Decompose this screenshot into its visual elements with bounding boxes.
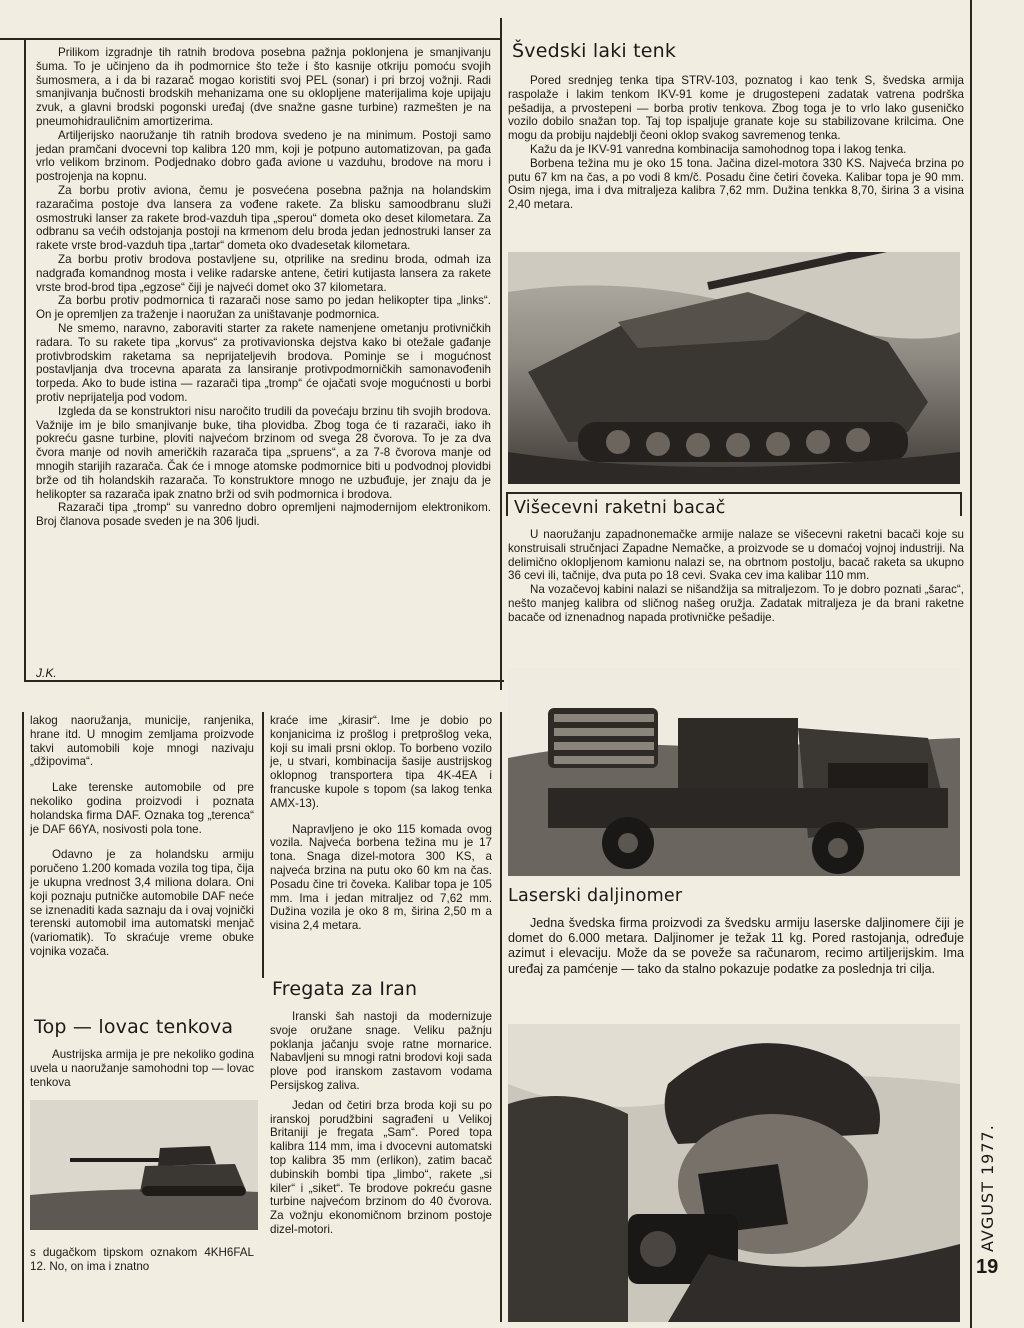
bottom-right-divider-rule <box>500 712 502 1322</box>
visecevni-title: Višecevni raketni bacač <box>514 498 726 518</box>
warship-paragraph: Ne smemo, naravno, zaboraviti starter za rakete namenjene ometanju protivničkih radara. To su rakete tipa „korvus“ za protivavionska dejstva kako bi otežale gađanje protivbrodskim raketama sa neprijateljevih brodova. Pominje se i mogućnost postavljanja dva trocevna aparata za lansiranje protivpodmorničkih samonavođenih torpeda. Ako to bude istina — razarači tipa „tromp“ će ojačati svoje mogućnosti u borbi protiv neprijatelja pod vodom. <box>36 321 491 404</box>
visecevni-article <box>508 528 964 625</box>
svedski-article <box>508 74 964 212</box>
daf-paragraph: Odavno je za holandsku armiju poručeno 1.200 komada vozila tog tipa, čija je ukupna vrednost 3,4 miliona dolara. Oni koji poznaju putničke automobile DAF neće se iznenaditi kada saznaju da i ovaj vojnički terenski automobil ima automatski menjač (variomatik). To skraćuje vreme obuke vojnika vozača. <box>30 848 254 958</box>
bottom-mid-column-rule <box>262 712 264 978</box>
warship-paragraph: Razarači tipa „tromp“ su vanredno dobro opremljeni najmodernijom elektronikom. Broj članova posade sveden je na 306 ljudi. <box>36 501 491 529</box>
fregata-paragraph: Iranski šah nastoji da modernizuje svoje oružane snage. Veliku pažnju poklanja jačanju svoje ratne mornarice. Nabavljeni su mnogi ratni brodovi koji sada plove pod iranskom zastavom vodama Persijskog zaliva. <box>270 1010 492 1092</box>
top-lovac-continued-text: s dugačkom tipskom oznakom 4KH6FAL 12. No, on ima i znatno <box>30 1246 254 1273</box>
tank-photo <box>508 252 960 484</box>
laserski-article <box>508 916 964 977</box>
kirasir-paragraph: Napravljeno je oko 115 komada ovog vozila. Najveća borbena težina mu je 17 tona. Snaga dizel-motora 300 KS, a najveća brzina na putu oko 60 km na čas. Posadu čine tri čoveka. Kalibar topa je 105 mm. Ima i jedan mitraljez od 7,62 mm. Dužina vozila je oko 8 m, širina 2,50 m a visina 2,4 metara. <box>270 822 492 933</box>
top-left-bottom-rule <box>24 680 504 682</box>
fregata-title: Fregata za Iran <box>272 978 418 1000</box>
visecevni-paragraph: U naoružanju zapadnonemačke armije nalaze se višecevni raketni bacači koje su konstruisali stručnjaci Zapadne Nemačke, a proizvode se u domaćoj vojnoj industriji. Na delimično okloplјenom kamionu nalazi se, na obrtnom postolju, bacač raketa sa ukupno 36 cevi ili, tačnije, dva puta po 18 cevi. Svaka cev ima kalibar 110 mm. <box>508 528 964 583</box>
warship-paragraph: Izgleda da se konstruktori nisu naročito trudili da povećaju brzinu tih svojih brodova. Važnije im je bilo smanjivanje buke, tiha plovidba. Zbog toga će ti razarači, iako ih pokreću gasne turbine, ploviti najvećom brzinom od svega 28 čvorova. To je za dva čvora manje od novih američkih razarača tipa „spruens“, a za 7-8 čvorova manje od mnogih starijih razarača. Čak će i mnoge atomske podmornice biti u podvodnoj plovidbi brže od tih holandskih razarača. To konstruktore mnogo ne uzbuđuje, jer znaju da je helikopter sa razarača ipak znatno brži od svih podmornica i brodova. <box>36 404 491 501</box>
warship-article <box>36 46 491 529</box>
right-edge-rule <box>970 0 972 1328</box>
rocket-launcher-photo <box>508 668 960 876</box>
fregata-paragraph: Jedan od četiri brza broda koji su po iranskoj porudžbini sagrađeni u Velikoj Britaniji je fregata „Sam“. Pored topa kalibra 114 mm, ima i dvocevni automatski top kalibra 35 mm (erlikon), zatim bacač dubinskih bombi tipa „limbo“, rakete „si kiler“ i „siket“. Te brodove pokreću gasne turbine najvećom brzinom do 40 čvorova. Za vožnju ekonomičnom brzinom postoje dizel-motori. <box>270 1098 492 1236</box>
author-signature: J.K. <box>36 666 57 680</box>
top-left-column-rule <box>24 38 26 680</box>
top-lovac-article <box>30 1048 254 1089</box>
warship-paragraph: Za borbu protiv brodova postavljene su, otprilike na sredinu broda, odmah iza nadgrađa komandnog mosta i velike radarske antene, četiri kutijasta lansera za rakete vrste brod-brod tipa „egzose“ čiji je najveći domet oko 37 kilometara. <box>36 252 491 294</box>
bottom-left-column-rule <box>22 712 24 1322</box>
warship-paragraph: Prilikom izgradnje tih ratnih brodova posebna pažnja poklonjena je smanjivanju šuma. To je učinjeno da ih podmornice što teže i što kasnije otkriju pomoću svojih šumosmera, a i da bi razarač mogao koristiti svoj PEL (sonar) i pri brzoj vožnji. Radi smanjivanja bučnosti brodskih mehanizama one su okloplјene materijalima koje upijaju zvuk, a glavni brodski pogonski uređaj (dve snažne gasne turbine) razmešten je na pneumohidrauličnim amortizerima. <box>36 46 491 128</box>
laserski-title: Laserski daljinomer <box>508 886 683 906</box>
visecevni-paragraph: Na vozačevoj kabini nalazi se nišandžija sa mitraljezom. To je dobro poznati „šarac“, nešto manjeg kalibra od sličnog našeg oružja. Zadatak mitraljeza je da brani raketne bacače od iznenadnog napada protivničke pešadije. <box>508 583 964 624</box>
center-divider-rule <box>500 18 502 690</box>
visecevni-right-rule <box>960 492 962 516</box>
kirasir-article <box>270 714 492 933</box>
top-lovac-continued <box>30 1246 254 1274</box>
svedski-title: Švedski laki tenk <box>512 40 677 62</box>
warship-paragraph: Artiljerijsko naoružanje tih ratnih brodova svedeno je na minimum. Postoji samo jedan pramčani dvocevni top kalibra 120 mm, koji je potpuno automatizovan, pa gađa vrlo velikom brzinom. Podjednako dobro gađa avione u vazduhu, brodove na moru i postrojenja na kopnu. <box>36 128 491 184</box>
warship-paragraph: Za borbu protiv aviona, čemu je posvećena posebna pažnja na holandskim razaračima postoje dva lansera za vođene rakete. Za blisku samoodbranu služi osmostruki lanser za rakete brod-vazduh tipa „sperou“ dometa oko deset kilometara. Za odbranu sa većih odstojanja postoji na krmenom delu broda jedan jednostruki lanser za rakete vrste brod-vazduh tipa „tartar“ dometa oko dvadesetak kilometara. <box>36 183 491 253</box>
issue-date: AVGUST 1977. <box>978 1124 997 1252</box>
daf-paragraph: lakog naoružanja, municije, ranjenika, hrane itd. U mnogim zemljama proizvode takvi automobili koje mnogi nazivaju „džipovima“. <box>30 714 254 769</box>
visecevni-left-rule <box>506 492 508 516</box>
tank-destroyer-photo <box>30 1100 258 1230</box>
top-lovac-title: Top — lovac tenkova <box>34 1016 234 1038</box>
svedski-paragraph: Pored srednjeg tenka tipa STRV-103, poznatog i kao tenk S, švedska armija raspolaže i lakim tenkom IKV-91 kome je drugostepeni zadatak vatrena podrška pešadija, a prvostepeni — borba protiv tenkova. Zbog toga je to vrlo lako guseničko vozilo dobilo snažan top. Taj top ispaljuje granate koje su stabilizovane krilcima. One mogu da probiju najdeblji čeoni oklop svakog savremenog tenka. <box>508 74 964 143</box>
svedski-paragraph: Kažu da je IKV-91 vanredna kombinacija samohodnog topa i lakog tenka. <box>530 142 907 156</box>
laserski-paragraph: Jedna švedska firma proizvodi za švedsku armiju laserske daljinomere čiji je domet do 6.000 metara. Daljinomer je težak 11 kg. Pored rastojanja, određuje azimut i elevaciju. Može da se poveže sa računarom, recimo artiljerijskim. Ima uređaj za pamćenje — tako da stalno pokazuje podatke za poslednja tri cilja. <box>508 916 964 976</box>
page-number: 19 <box>976 1256 999 1278</box>
soldier-rangefinder-photo <box>508 1024 960 1322</box>
daf-paragraph: Lake terenske automobile od pre nekoliko godina proizvodi i poznata holandska firma DAF. Oznaka tog „terenca“ je DAF 66YA, nosivosti pola tone. <box>30 781 254 836</box>
top-lovac-paragraph: Austrijska armija je pre nekoliko godina uvela u naoružanje samohodni top — lovac tenkova <box>30 1048 254 1089</box>
warship-paragraph: Za borbu protiv podmornica ti razarači nose samo po jedan helikopter tipa „links“. On je opremljen za traženje i naoružan za uništavanje podmornica. <box>36 294 491 322</box>
fregata-article <box>270 1010 492 1237</box>
top-left-rule <box>0 38 500 40</box>
kirasir-paragraph: kraće ime „kirasir“. Ime je dobio po konjanicima iz prošlog i pretprošlog veka, koji su imali prsni oklop. To borbeno vozilo je, u stvari, kombinacija šasije austrijskog oklopnog transportera tipa 4K-4EA i francuske kupole s topom (sa lakog tenka AMX-13). <box>270 714 492 810</box>
svedski-paragraph: Borbena težina mu je oko 15 tona. Jačina dizel-motora 330 KS. Najveća brzina po putu 67 km na čas, a po vodi 8 km/č. Posadu čine četiri čoveka. Kalibar topa je 90 mm. Osim njega, ima i dva mitraljeza kalibra 7,62 mm. Dužina tenkka 8,70, širina 3 a visina 2,40 metara. <box>508 156 964 212</box>
daf-article <box>30 714 254 959</box>
visecevni-top-rule <box>506 492 962 494</box>
